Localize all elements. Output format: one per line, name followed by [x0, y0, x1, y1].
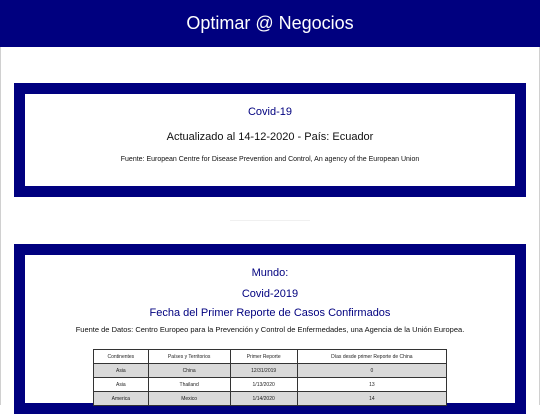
world-report-content [25, 255, 515, 403]
site-title: Optimar @ Negocios [186, 13, 354, 33]
header-bar [0, 0, 540, 47]
data-source-text: Fuente de Datos: Centro Europeo para la Prevención y Control de Enfermedades, una Agencia de la Unión Europea. [75, 325, 465, 334]
world-report-panel [14, 244, 526, 414]
table-cell: China [148, 364, 230, 378]
column-header: Continentes [94, 350, 149, 364]
page-border-left [0, 47, 1, 405]
table-row [94, 378, 447, 392]
table-cell: Asia [94, 378, 149, 392]
table-header-row [94, 350, 447, 364]
table-cell: 1/14/2020 [230, 392, 297, 406]
table-cell: 13 [297, 378, 446, 392]
table-row [94, 364, 447, 378]
covid-2019-label: Covid-2019 [241, 288, 299, 300]
column-header: Días desde primer Reporte de China [297, 350, 446, 364]
first-report-table [93, 349, 447, 406]
table-cell: 1/13/2020 [230, 378, 297, 392]
section-divider [230, 220, 310, 221]
table-cell: Asia [94, 364, 149, 378]
table-cell: Mexico [148, 392, 230, 406]
table-cell: Thailand [148, 378, 230, 392]
report-heading: Fecha del Primer Reporte de Casos Confirmados [149, 307, 391, 319]
table-cell: 0 [297, 364, 446, 378]
column-header: Primer Reporte [230, 350, 297, 364]
table-cell: 14 [297, 392, 446, 406]
table-cell: 12/31/2019 [230, 364, 297, 378]
covid-title: Covid-19 [247, 106, 293, 118]
source-text: Fuente: European Centre for Disease Prevention and Control, An agency of the European Union [120, 156, 420, 163]
table-row [94, 392, 447, 406]
table-cell: America [94, 392, 149, 406]
column-header: Países y Territorios [148, 350, 230, 364]
covid-info-panel [14, 83, 526, 197]
covid-info-content [25, 94, 515, 186]
world-label: Mundo: [251, 267, 289, 279]
update-subtitle: Actualizado al 14-12-2020 - País: Ecuador [166, 131, 374, 143]
